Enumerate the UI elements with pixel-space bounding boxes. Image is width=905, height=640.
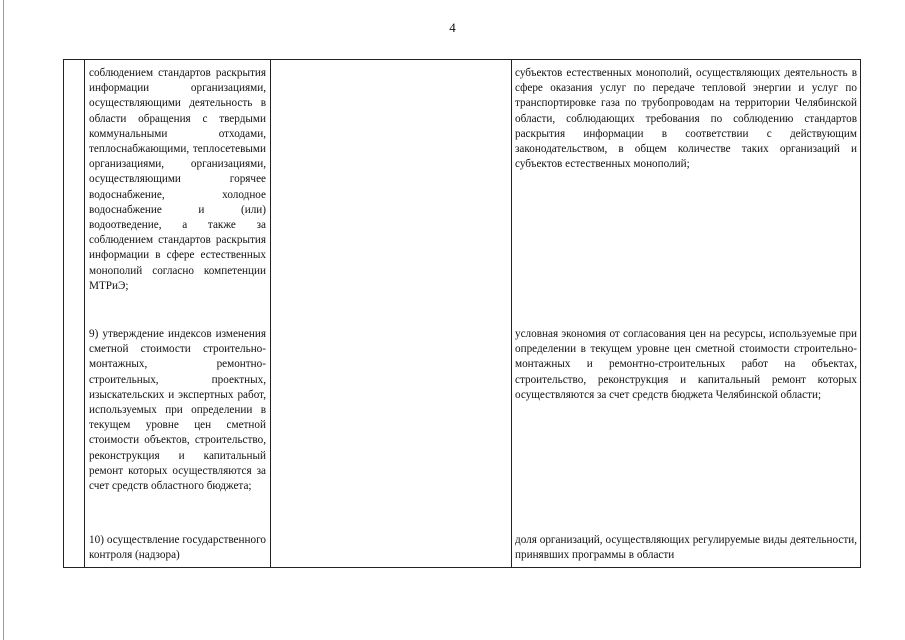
table-row [64,60,861,568]
indicators-column-cell [512,60,861,568]
page-number: 4 [449,20,456,35]
measure-paragraph: соблюдением стандартов раскрытия информации организациями, осуществляющими деятельность в области обращения с твердыми коммунальными отходами, теплоснабжающими, теплосетевыми организациями, организациями, осуществляющими горячее водоснабжение, холодное водоснабжение и (или) водоотведение, а также за соблюдением стандартов раскрытия информации в сфере естественных монополий согласно компетенции МТРиЭ; [89,67,266,292]
indicator-paragraph: субъектов естественных монополий, осуществляющих деятельность в сфере оказания услуг по передаче тепловой энергии и услуг по транспортировке газа по трубопроводам на территории Челябинской области, соблюдающих требования по соблюдению стандартов раскрытия информации в соответствии с действующим законодательством, в общем количестве таких организаций и субъектов естественных монополий; [515,67,857,171]
measures-column-cell [85,60,271,568]
document-table [63,59,861,568]
empty-column-cell [271,60,512,568]
measure-paragraph: 9) утверждение индексов изменения сметной стоимости строительно-монтажных, ремонтно-строительных, проектных, изыскательских и экспертных работ, используемых при определении в текущем уровне цен сметной стоимости объектов, строительство, реконструкция и капитальный ремонт которых осуществляются за счет средств областного бюджета; [89,328,266,493]
scan-left-edge [3,0,4,640]
number-column-cell [64,60,85,568]
indicator-paragraph: условная экономия от согласования цен на ресурсы, используемые при определении в текущем уровне цен сметной стоимости строительно-монтажных и ремонтно-строительных работ на объектах, строительство, реконструкция и капитальный ремонт которых осуществляются за счет средств бюджета Челябинской области; [515,328,857,401]
indicator-paragraph: доля организаций, осуществляющих регулируемые виды деятельности, принявших программы в области [515,534,857,562]
measure-paragraph: 10) осуществление государственного контроля (надзора) [89,534,266,562]
